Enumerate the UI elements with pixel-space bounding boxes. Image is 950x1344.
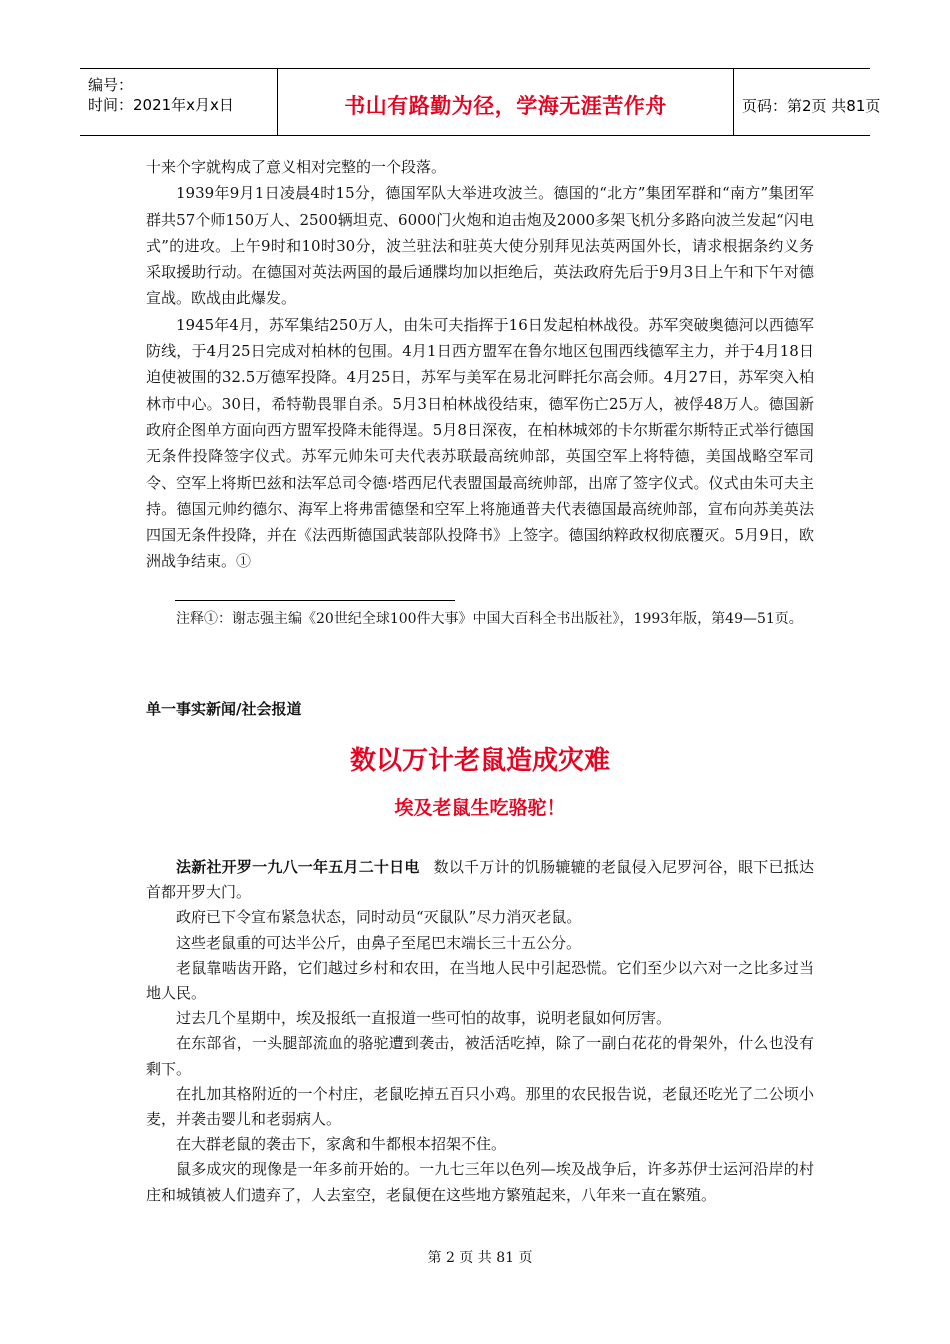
article-dateline: 法新社开罗一九八一年五月二十日电: [176, 858, 420, 876]
footnote-divider: [175, 600, 455, 601]
body-paragraph-1: 十来个字就构成了意义相对完整的一个段落。: [146, 158, 447, 176]
article-lead-paragraph: [146, 855, 814, 905]
body-paragraph-2: 1939年9月1日凌晨4时15分，德国军队大举进攻波兰。德国的“北方”集团军群和“南方”集团军群共57个师150万人、2500辆坦克、6000门火炮和迫击炮及2000多架飞机分多路向波兰发起“闪电式”的进攻。上午9时和10时30分，波兰驻法和驻英大使分别拜见法英两国外长，请求根据条约义务采取援助行动。在德国对英法两国的最后通牒均加以拒绝后，英法政府先后于9月3日上午和下午对德宣战。欧战由此爆发。: [146, 184, 814, 308]
number-label: 编号：: [88, 76, 134, 94]
page-header: [80, 68, 881, 136]
footnote: [146, 606, 818, 632]
article-body: [146, 855, 814, 1208]
article-subheadline: 埃及老鼠生吃骆驼！: [394, 797, 566, 819]
article-paragraph: 政府已下令宣布紧急状态，同时动员“灭鼠队”尽力消灭老鼠。: [176, 908, 582, 927]
article-paragraph: 过去几个星期中，埃及报纸一直报道一些可怕的故事，说明老鼠如何厉害。: [176, 1009, 672, 1028]
time-label: 时间：2021年x月x日: [88, 96, 234, 114]
article-headline: 数以万计老鼠造成灾难: [349, 746, 610, 776]
article-paragraph: 在扎加其格附近的一个村庄，老鼠吃掉五百只小鸡。那里的农民报告说，老鼠还吃光了二公顷小麦，并袭击婴儿和老弱病人。: [146, 1084, 814, 1129]
article-paragraph: 在东部省，一头腿部流血的骆驼遭到袭击，被活活吃掉，除了一副白花花的骨架外，什么也没有剩下。: [146, 1034, 814, 1078]
header-meta: [80, 69, 278, 135]
body-text: [146, 154, 814, 575]
header-motto: 书山有路勤为径，学海无涯苦作舟: [278, 69, 734, 135]
article-paragraph: 老鼠靠啮齿开路，它们越过乡村和农田，在当地人民中引起恐慌。它们至少以六对一之比多过当地人民。: [146, 958, 814, 1003]
article-paragraph: 在大群老鼠的袭击下，家禽和牛都根本招架不住。: [176, 1135, 507, 1154]
article-paragraph: 鼠多成灾的现像是一年多前开始的。一九七三年以色列—埃及战争后，许多苏伊士运河沿岸的村庄和城镇被人们遗弃了，人去室空，老鼠便在这些地方繁殖起来，八年来一直在繁殖。: [146, 1160, 814, 1204]
footnote-text: 注释①：谢志强主编《20世纪全球100件大事》中国大百科全书出版社》，1993年版，第49—51页。: [176, 611, 803, 627]
header-page-info: 页码：第2页 共81页: [742, 96, 881, 115]
article-lead: 数以千万计的饥肠辘辘的老鼠侵入尼罗河谷，眼下已抵达首都开罗大门。: [146, 858, 814, 902]
page-footer: 第 2 页 共 81 页: [427, 1250, 533, 1266]
body-paragraph-3: 1945年4月，苏军集结250万人，由朱可夫指挥于16日发起柏林战役。苏军突破奥德河以西德军防线，于4月25日完成对柏林的包围。4月1日西方盟军在鲁尔地区包围西线德军主力，并于4月18日迫使被围的32.5万德军投降。4月25日，苏军与美军在易北河畔托尔高会师。4月27日，苏军突入柏林市中心。30日，希特勒畏罪自杀。5月3日柏林战役结束，德军伤亡25万人，被俘48万人。德国新政府企图单方面向西方盟军投降未能得逞。5月8日深夜，在柏林城郊的卡尔斯霍尔斯特正式举行德国无条件投降签字仪式。苏军元帅朱可夫代表苏联最高统帅部，英国空军上将特德，美国战略空军司令、空军上将斯巴兹和法军总司令德·塔西尼代表盟国最高统帅部，出席了签字仪式。仪式由朱可夫主持。德国元帅约德尔、海军上将弗雷德堡和空军上将施通普夫代表德国最高统帅部，宣布向苏美英法四国无条件投降，并在《法西斯德国武装部队投降书》上签字。德国纳粹政权彻底覆灭。5月9日，欧洲战争结束。①: [146, 315, 814, 571]
section-label: 单一事实新闻/社会报道: [146, 700, 302, 718]
article-paragraph: 这些老鼠重的可达半公斤，由鼻子至尾巴末端长三十五公分。: [176, 933, 582, 952]
